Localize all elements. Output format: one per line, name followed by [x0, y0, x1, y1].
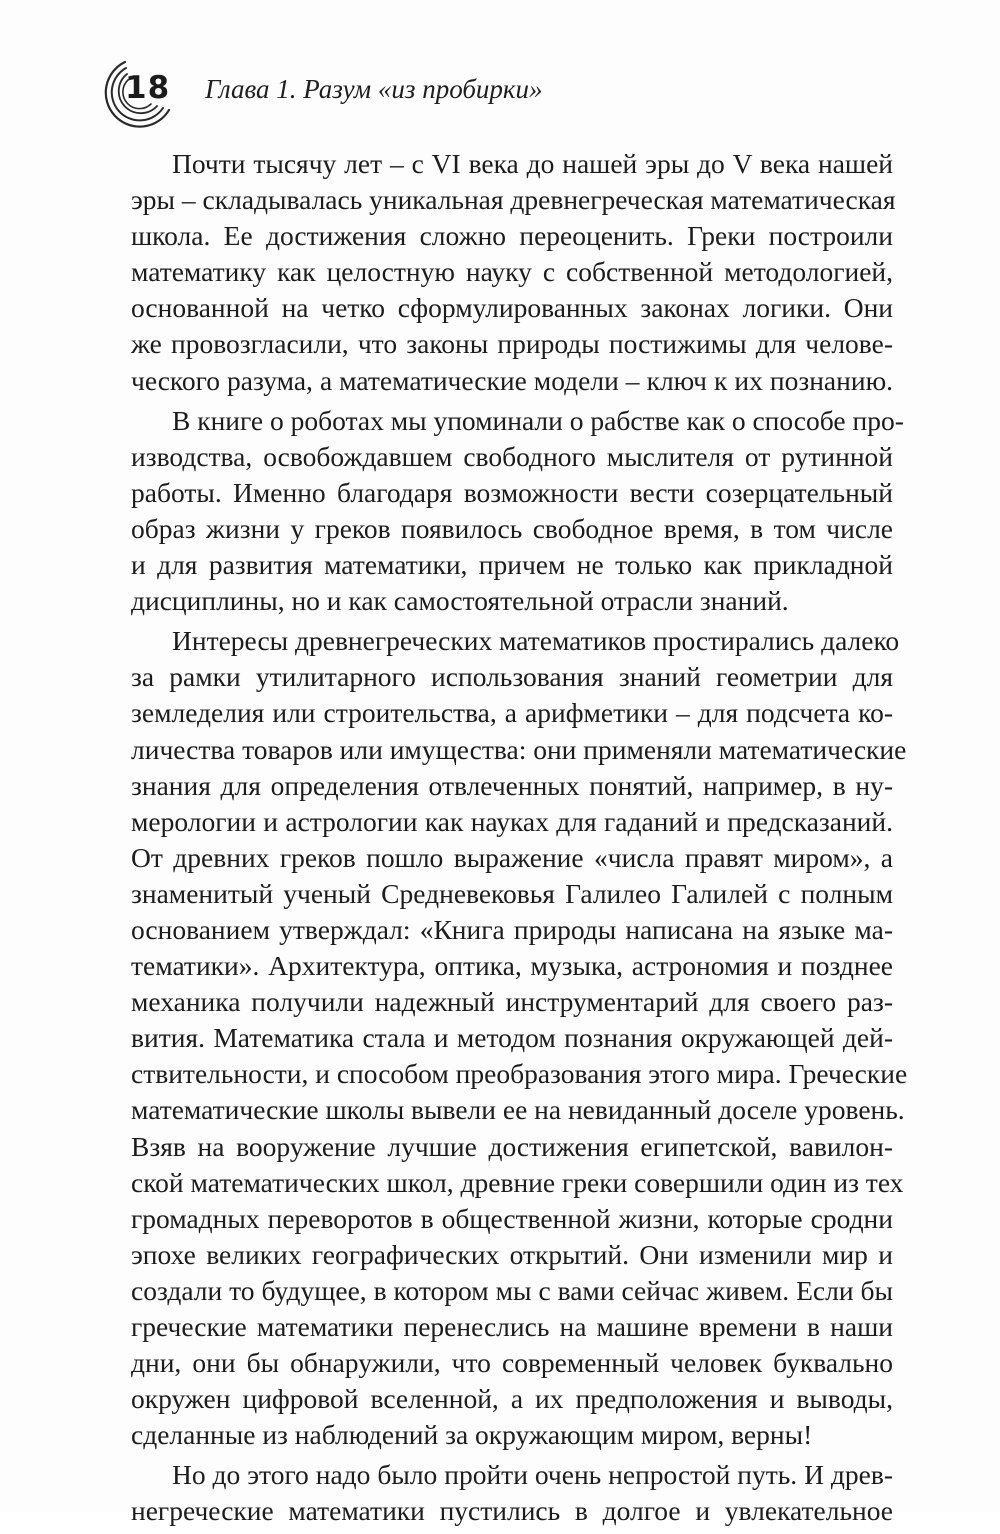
text-line: эпохе великих географических открытий. Они изменили мир и — [131, 1238, 893, 1270]
text-line: образ жизни у греков появилось свободное время, в том числе — [131, 512, 893, 544]
text-line: тематики». Архитектура, оптика, музыка, астрономия и позднее — [131, 950, 893, 982]
text-line: за рамки утилитарного использования знаний геометрии для — [131, 661, 893, 693]
text-line: громадных переворотов в общественной жизни, которые сродни — [131, 1202, 893, 1234]
running-title: Глава 1. Разум «из пробирки» — [205, 74, 543, 104]
text-line: создали то будущее, в котором мы с вами сейчас живем. Если бы — [131, 1274, 893, 1306]
text-line: мерологии и астрологии как науках для гаданий и предсказаний. — [131, 805, 893, 837]
text-line: Но до этого надо было пройти очень непростой путь. И древ- — [172, 1459, 893, 1491]
text-line: школа. Ее достижения сложно переоценить. Греки построили — [131, 220, 893, 252]
page-header — [95, 56, 915, 136]
text-line: и для развития математики, причем не только как прикладной — [131, 549, 893, 581]
text-line: же провозгласили, что законы природы постижимы для челове- — [131, 328, 893, 360]
text-line: Почти тысячу лет – с VI века до нашей эры до V века нашей — [172, 148, 893, 179]
text-line: вития. Математика стала и методом познания окружающей дей- — [131, 1022, 893, 1054]
paragraph — [131, 1457, 893, 1529]
text-line: греческие математики перенеслись на машине времени в наши — [131, 1311, 893, 1342]
paragraph — [131, 146, 896, 399]
body-text — [131, 146, 908, 1534]
text-line: сделанные из наблюдений за окружающим миром, верны! — [131, 1419, 813, 1451]
text-line: основанной на четко сформулированных законах логики. Они — [131, 292, 893, 324]
text-line: знания для определения отвлеченных понятий, например, в ну- — [131, 769, 893, 801]
text-line: Взяв на вооружение лучшие достижения египетской, вавилон- — [131, 1130, 893, 1162]
text-line: ческого разума, а математические модели – ключ к их познанию. — [131, 364, 893, 396]
paragraph — [131, 403, 904, 620]
text-line: окружен цифровой вселенной, а их предположения и выводы, — [131, 1383, 893, 1415]
text-line: эры – складывалась уникальная древнегреческая математическая — [131, 184, 896, 216]
text-line: негреческие математики пустились в долгое и увлекательное — [131, 1495, 893, 1527]
text-line: математику как целостную науку с собственной методологией, — [131, 256, 893, 288]
text-line: знаменитый ученый Средневековья Галилео Галилей с полным — [131, 877, 893, 909]
paragraph — [131, 623, 908, 1453]
text-line: математические школы вывели ее на невиданный доселе уровень. — [131, 1094, 905, 1126]
text-line: дни, они бы обнаружили, что современный человек буквально — [131, 1347, 893, 1379]
text-line: основанием утверждал: «Книга природы написана на языке ма- — [131, 913, 893, 945]
text-line: Интересы древнегреческих математиков простирались далеко — [172, 625, 900, 657]
text-line: личества товаров или имущества: они применяли математические — [131, 733, 907, 765]
text-line: ствительности, и способом преобразования этого мира. Греческие — [131, 1058, 908, 1090]
text-line: От древних греков пошло выражение «числа правят миром», а — [131, 841, 893, 873]
text-line: ской математических школ, древние греки совершили один из тех — [131, 1166, 904, 1198]
text-line: дисциплины, но и как самостоятельной отрасли знаний. — [131, 585, 789, 617]
page-number: 18 — [125, 70, 171, 106]
text-line: изводства, освобождавшем свободного мыслителя от рутинной — [131, 440, 893, 472]
text-line: В книге о роботах мы упоминали о рабстве как о способе про- — [172, 404, 904, 436]
text-line: работы. Именно благодаря возможности вести созерцательный — [131, 476, 893, 508]
text-line: земледелия или строительства, а арифметики – для подсчета ко- — [131, 697, 893, 729]
text-line: механика получили надежный инструментарий для своего раз- — [131, 986, 893, 1018]
